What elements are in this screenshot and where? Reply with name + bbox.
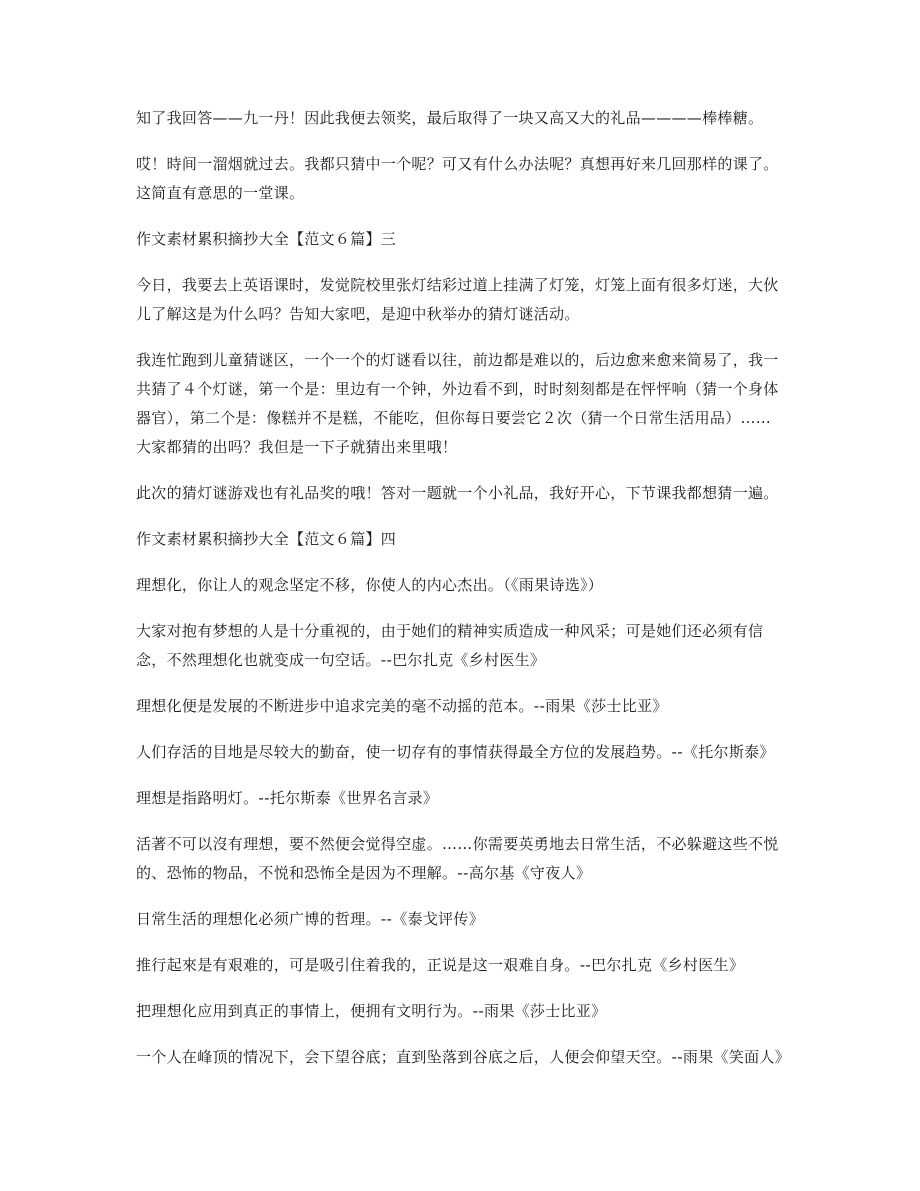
quote-paragraph: 理想化便是发展的不断进步中追求完美的毫不动摇的范本。--雨果《莎士比亚》 — [136, 697, 668, 715]
quote-paragraph: 推行起來是有艰难的，可是吸引住着我的，正说是这一艰难自身。--巴尔扎克《乡村医生》 — [136, 956, 745, 974]
quote-paragraph: 把理想化应用到真正的事情上，便拥有文明行为。--雨果《莎士比亚》 — [136, 1002, 607, 1020]
paragraph: 哎！時间一溜烟就过去。我都只猜中一个呢？可又有什么办法呢？真想再好来几回那样的课了。这简直有意思的一堂课。 — [136, 155, 779, 202]
quote-paragraph: 大家对抱有梦想的人是十分重视的，由于她们的精神实质造成一种风采；可是她们还必须有信念，不然理想化也就变成一句空话。--巴尔扎克《乡村医生》 — [136, 622, 764, 669]
quote-paragraph: 一个人在峰顶的情况下，会下望谷底；直到坠落到谷底之后，人便会仰望天空。--雨果《笑面人》 — [136, 1048, 791, 1066]
quote-paragraph: 理想是指路明灯。--托尔斯泰《世界名言录》 — [136, 789, 439, 807]
section-heading: 作文素材累积摘抄大全【范文６篇】四 — [136, 530, 397, 548]
paragraph: 今日，我要去上英语课时，发觉院校里张灯结彩过道上挂满了灯笼，灯笼上面有很多灯迷，大伙儿了解这是为什么吗？告知大家吧，是迎中秋举办的猜灯谜活动。 — [136, 276, 779, 323]
quote-paragraph: 活著不可以沒有理想，要不然便会觉得空虚。……你需要英勇地去日常生活，不必躲避这些不悦的、恐怖的物品，不悦和恐怖全是因为不理解。--高尔基《守夜人》 — [136, 835, 779, 882]
paragraph: 我连忙跑到儿童猜谜区，一个一个的灯谜看以往，前边都是难以的，后边愈来愈来简易了，我一共猜了４个灯谜，第一个是：里边有一个钟，外边看不到，时时刻刻都是在怦怦响（猜一个身体器官），第二个是：像糕并不是糕，不能吃，但你每日要尝它２次（猜一个日常生活用品）……大家都猜的出吗？我但是一下子就猜出来里哦！ — [136, 351, 779, 456]
quote-paragraph: 人们存活的目地是尽较大的勤奋，使一切存有的事情获得最全方位的发展趋势。--《托尔斯泰》 — [136, 743, 775, 761]
quote-paragraph: 理想化，你让人的观念坚定不移，你使人的内心杰出。（《雨果诗选》） — [136, 576, 604, 594]
section-heading: 作文素材累积摘抄大全【范文６篇】三 — [136, 230, 397, 248]
quote-paragraph: 日常生活的理想化必须广博的哲理。--《泰戈评传》 — [136, 910, 485, 928]
document-body — [136, 104, 791, 1089]
paragraph: 此次的猜灯谜游戏也有礼品奖的哦！答对一题就一个小礼品，我好开心，下节课我都想猜一遍。 — [136, 484, 779, 502]
paragraph: 知了我回答——九一丹！因此我便去领奖，最后取得了一块又高又大的礼品————棒棒糖。 — [136, 109, 764, 127]
